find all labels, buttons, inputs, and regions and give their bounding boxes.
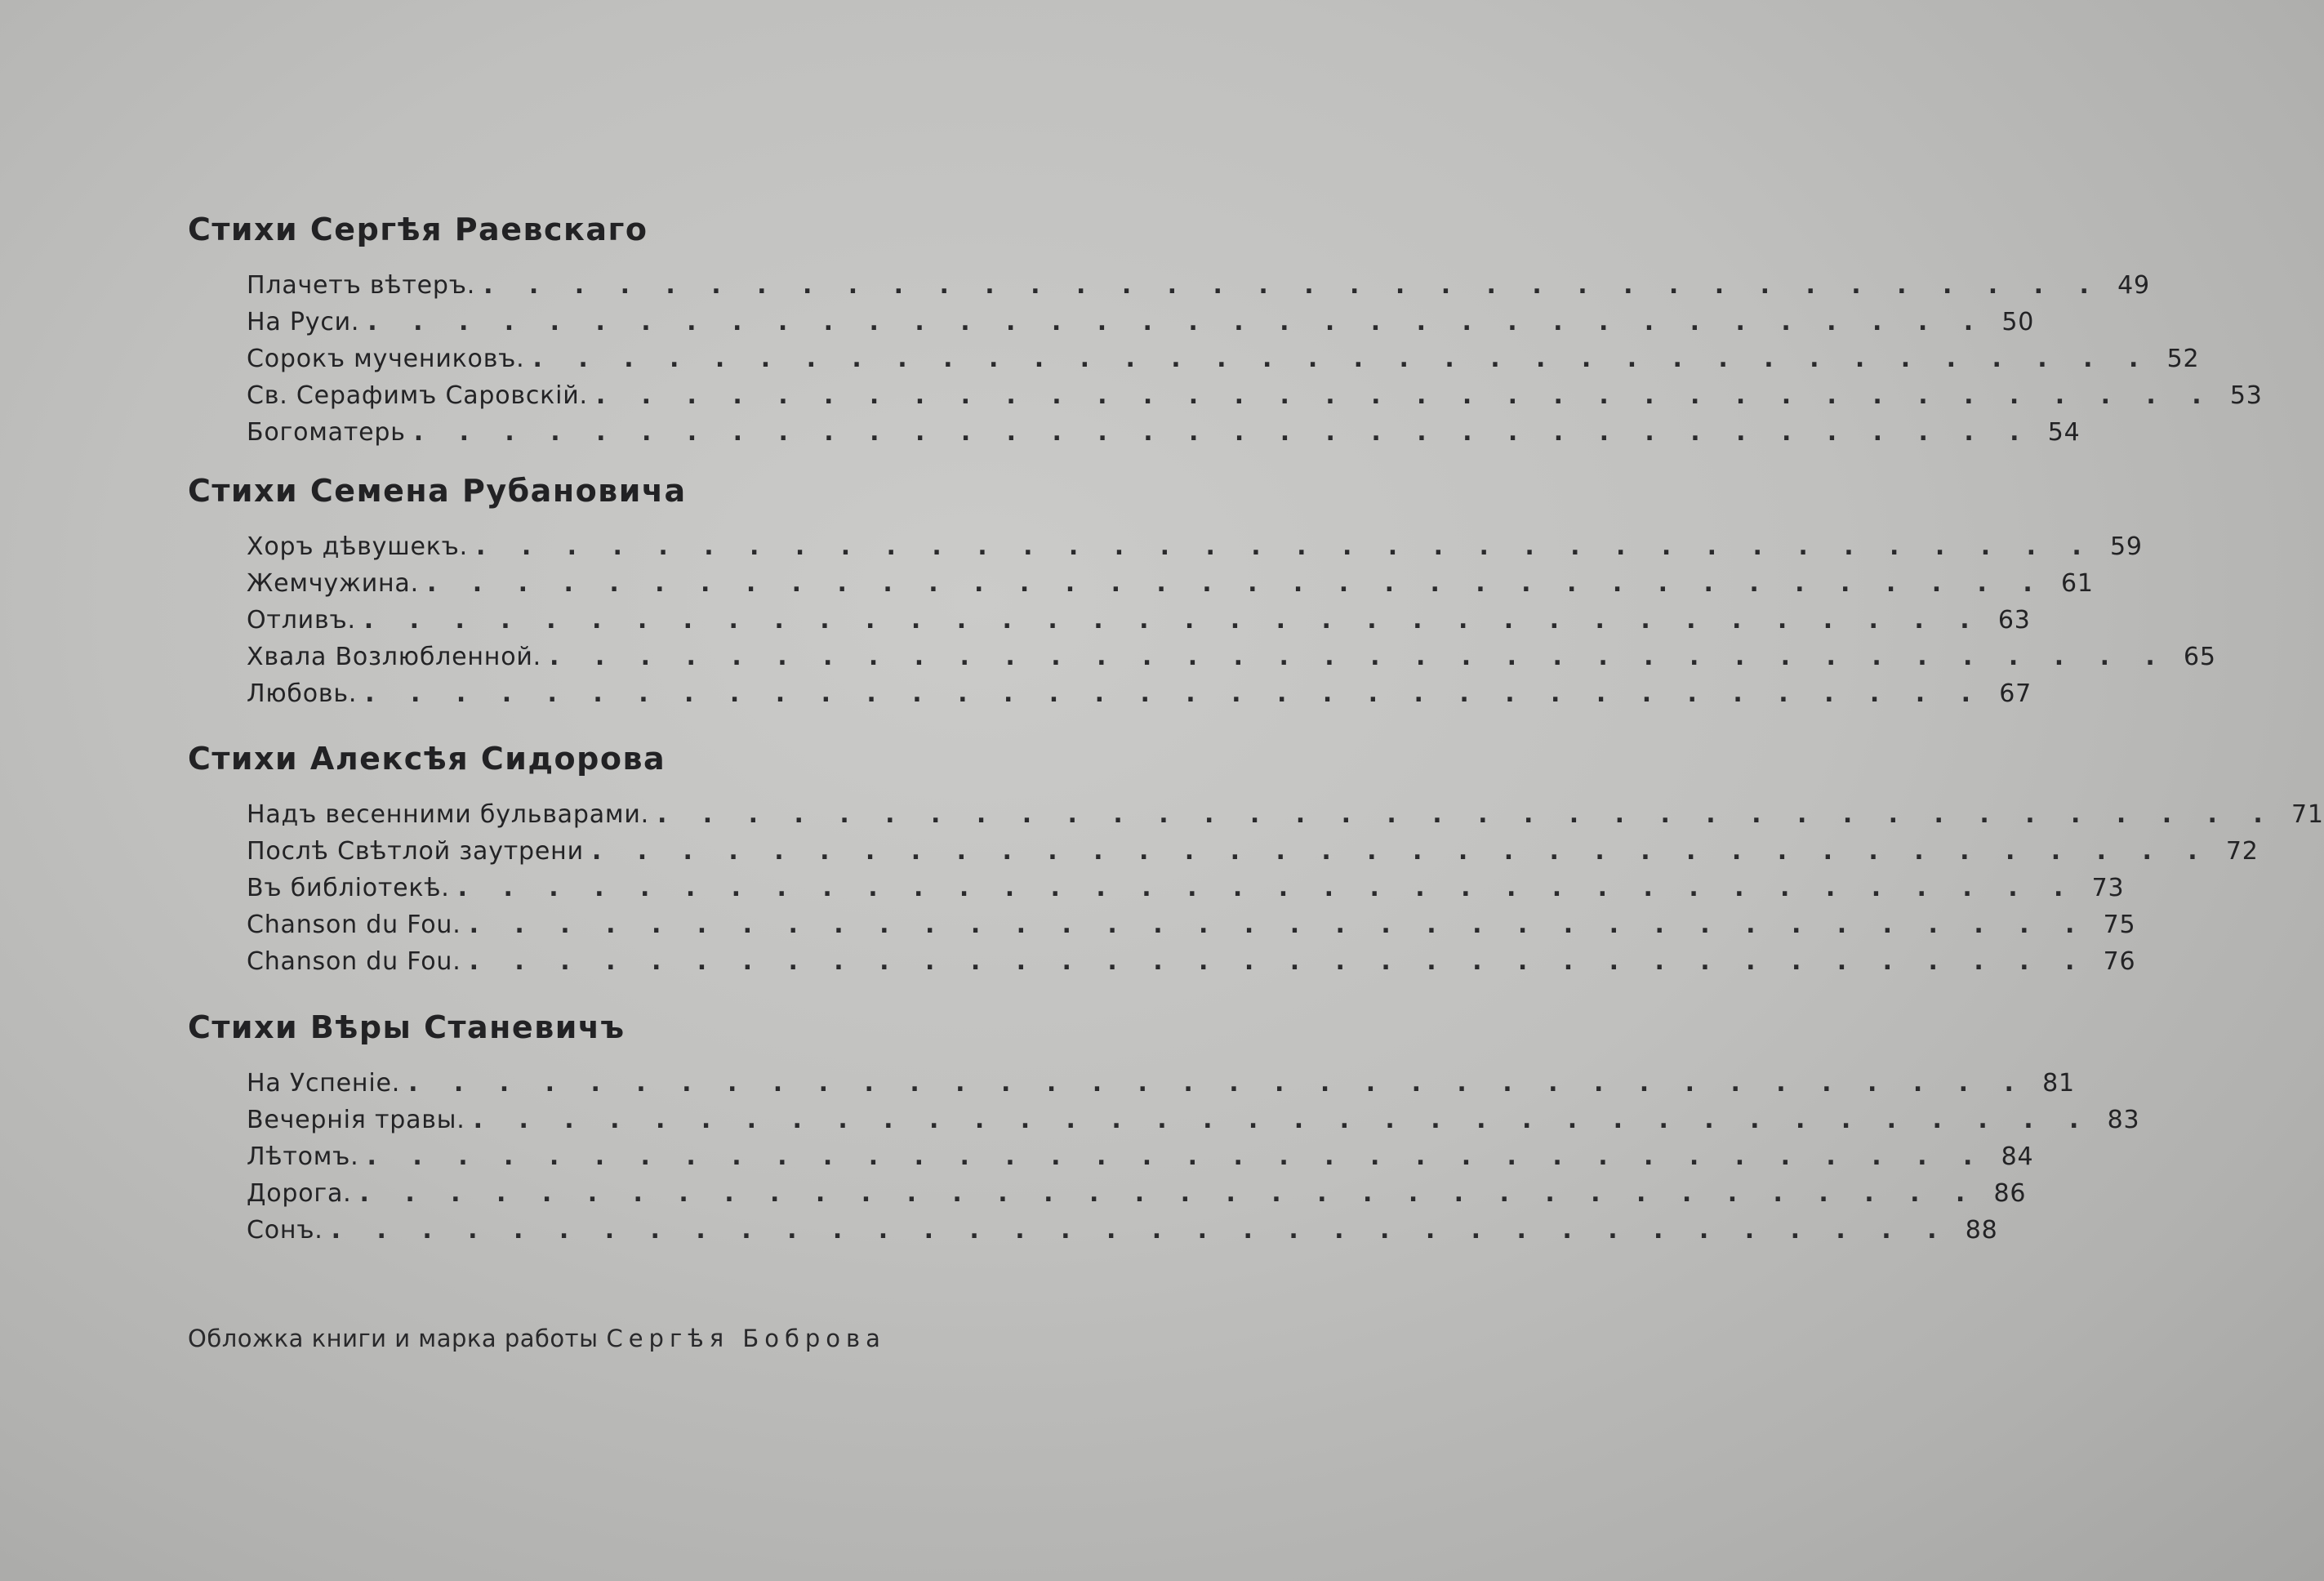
entry-title: На Успеніе.: [247, 1069, 401, 1098]
dot-leader: . . . . . . . . . . . . . . . . . . . . . . . . . . . . . . . . . . . .: [657, 800, 2277, 829]
entry-page-number: 52: [2166, 345, 2200, 373]
toc-entry: [247, 1102, 2140, 1138]
entry-page-number: 65: [2184, 643, 2216, 671]
dot-leader: . . . . . . . . . . . . . . . . . . . . . . . . . . . . . . . . . . . .: [469, 911, 2089, 939]
entry-page-number: 67: [1999, 679, 2032, 708]
toc-entry: [247, 377, 2263, 414]
dot-leader: . . . . . . . . . . . . . . . . . . . . . . . . . . . . . . . . . . . .: [331, 1216, 1951, 1245]
dot-leader: . . . . . . . . . . . . . . . . . . . . . . . . . . . . . . . . . . . .: [365, 679, 1984, 708]
entry-title: Сонъ.: [247, 1216, 323, 1245]
toc-entry: [247, 602, 2031, 639]
entry-page-number: 72: [2225, 837, 2259, 866]
dot-leader: . . . . . . . . . . . . . . . . . . . . . . . . . . . . . . . . . . . .: [413, 418, 2033, 447]
entry-title: Сорокъ мучениковъ.: [247, 345, 525, 373]
dot-leader: . . . . . . . . . . . . . . . . . . . . . . . . . . . . . . . . . . . .: [363, 606, 1983, 635]
dot-leader: . . . . . . . . . . . . . . . . . . . . . . . . . . . . . . . . . . . .: [469, 947, 2089, 976]
dot-leader: . . . . . . . . . . . . . . . . . . . . . . . . . . . . . . . . . . . .: [483, 271, 2103, 300]
dot-leader: . . . . . . . . . . . . . . . . . . . . . . . . . . . . . . . . . . . .: [473, 1106, 2093, 1134]
entry-title: Въ библіотекѣ.: [247, 874, 450, 902]
entry-title: Надъ весенними бульварами.: [247, 800, 649, 829]
entry-title: Лѣтомъ.: [247, 1142, 359, 1171]
dot-leader: . . . . . . . . . . . . . . . . . . . . . . . . . . . . . . . . . . . .: [595, 381, 2215, 410]
entry-page-number: 86: [1993, 1179, 2027, 1208]
entry-page-number: 83: [2107, 1106, 2140, 1134]
entry-title: На Руси.: [247, 308, 360, 336]
toc-entry: [247, 1138, 2034, 1175]
cover-credit-text: Обложка книги и марка работы: [188, 1325, 599, 1352]
toc-entry: [247, 833, 2259, 870]
entry-title: Дорога.: [247, 1179, 352, 1208]
entry-list: [188, 1065, 2140, 1249]
entry-title: Жемчужина.: [247, 569, 419, 598]
section-title: Стихи Семена Рубановича: [188, 473, 687, 509]
entry-page-number: 49: [2117, 271, 2150, 300]
entry-page-number: 50: [2001, 308, 2035, 336]
toc-entry: [247, 906, 2136, 943]
entry-page-number: 76: [2103, 947, 2136, 976]
dot-leader: . . . . . . . . . . . . . . . . . . . . . . . . . . . . . . . . . . . .: [359, 1179, 1979, 1208]
entry-page-number: 53: [2229, 381, 2263, 410]
entry-title: Chanson du Fou.: [247, 911, 461, 939]
toc-entry: [247, 943, 2136, 980]
section-title: Стихи Сергѣя Раевскаго: [188, 212, 648, 247]
toc-entry: [247, 267, 2150, 304]
section-rubanovich: [188, 471, 2216, 712]
toc-entry: [247, 414, 2081, 451]
entry-title: Богоматерь: [247, 418, 406, 447]
toc-entry: [247, 565, 2094, 602]
entry-list: [188, 528, 2216, 712]
entry-list: [188, 796, 2324, 980]
entry-page-number: 54: [2047, 418, 2081, 447]
dot-leader: . . . . . . . . . . . . . . . . . . . . . . . . . . . . . . . . . . . .: [367, 308, 1988, 336]
entry-page-number: 88: [1965, 1216, 1998, 1245]
dot-leader: . . . . . . . . . . . . . . . . . . . . . . . . . . . . . . . . . . . .: [426, 569, 2046, 598]
cover-credit: [188, 1325, 906, 1352]
entry-title: Любовь.: [247, 679, 358, 708]
entry-title: Хвала Возлюбленной.: [247, 643, 541, 671]
dot-leader: . . . . . . . . . . . . . . . . . . . . . . . . . . . . . . . . . . . .: [549, 643, 2169, 671]
dot-leader: . . . . . . . . . . . . . . . . . . . . . . . . . . . . . . . . . . . .: [457, 874, 2077, 902]
toc-entry: [247, 528, 2143, 565]
entry-page-number: 73: [2091, 874, 2125, 902]
section-title: Стихи Алексѣя Сидорова: [188, 741, 666, 777]
entry-title: Послѣ Свѣтлой заутрени: [247, 837, 584, 866]
dot-leader: . . . . . . . . . . . . . . . . . . . . . . . . . . . . . . . . . . . .: [475, 532, 2095, 561]
toc-entry: [247, 1065, 2075, 1102]
entry-page-number: 59: [2110, 532, 2143, 561]
section-title: Стихи Вѣры Станевичъ: [188, 1009, 626, 1045]
entry-title: Вечернія травы.: [247, 1106, 465, 1134]
toc-entry: [247, 1175, 2027, 1212]
section-sidorov: [188, 739, 2324, 980]
entry-page-number: 84: [2001, 1142, 2034, 1171]
dot-leader: . . . . . . . . . . . . . . . . . . . . . . . . . . . . . . . . . . . .: [367, 1142, 1987, 1171]
section-stanevich: [188, 1008, 2140, 1249]
dot-leader: . . . . . . . . . . . . . . . . . . . . . . . . . . . . . . . . . . . .: [591, 837, 2211, 866]
toc-entry: [247, 870, 2125, 906]
dot-leader: . . . . . . . . . . . . . . . . . . . . . . . . . . . . . . . . . . . .: [408, 1069, 2028, 1098]
toc-entry: [247, 304, 2035, 341]
toc-entry: [247, 341, 2200, 377]
entry-title: Хоръ дѣвушекъ.: [247, 532, 468, 561]
toc-entry: [247, 639, 2216, 675]
entry-page-number: 63: [1997, 606, 2031, 635]
entry-page-number: 75: [2103, 911, 2136, 939]
cover-credit-name: Сергѣя Боброва: [606, 1325, 886, 1352]
dot-leader: . . . . . . . . . . . . . . . . . . . . . . . . . . . . . . . . . . . .: [532, 345, 2153, 373]
section-raevsky: [188, 210, 2263, 451]
entry-list: [188, 267, 2263, 451]
entry-title: Отливъ.: [247, 606, 356, 635]
entry-page-number: 71: [2291, 800, 2324, 829]
entry-title: Chanson du Fou.: [247, 947, 461, 976]
toc-entry: [247, 1212, 1998, 1249]
entry-page-number: 81: [2042, 1069, 2075, 1098]
entry-page-number: 61: [2061, 569, 2094, 598]
entry-title: Св. Серафимъ Саровскій.: [247, 381, 588, 410]
toc-entry: [247, 796, 2324, 833]
toc-entry: [247, 675, 2032, 712]
entry-title: Плачетъ вѣтеръ.: [247, 271, 476, 300]
